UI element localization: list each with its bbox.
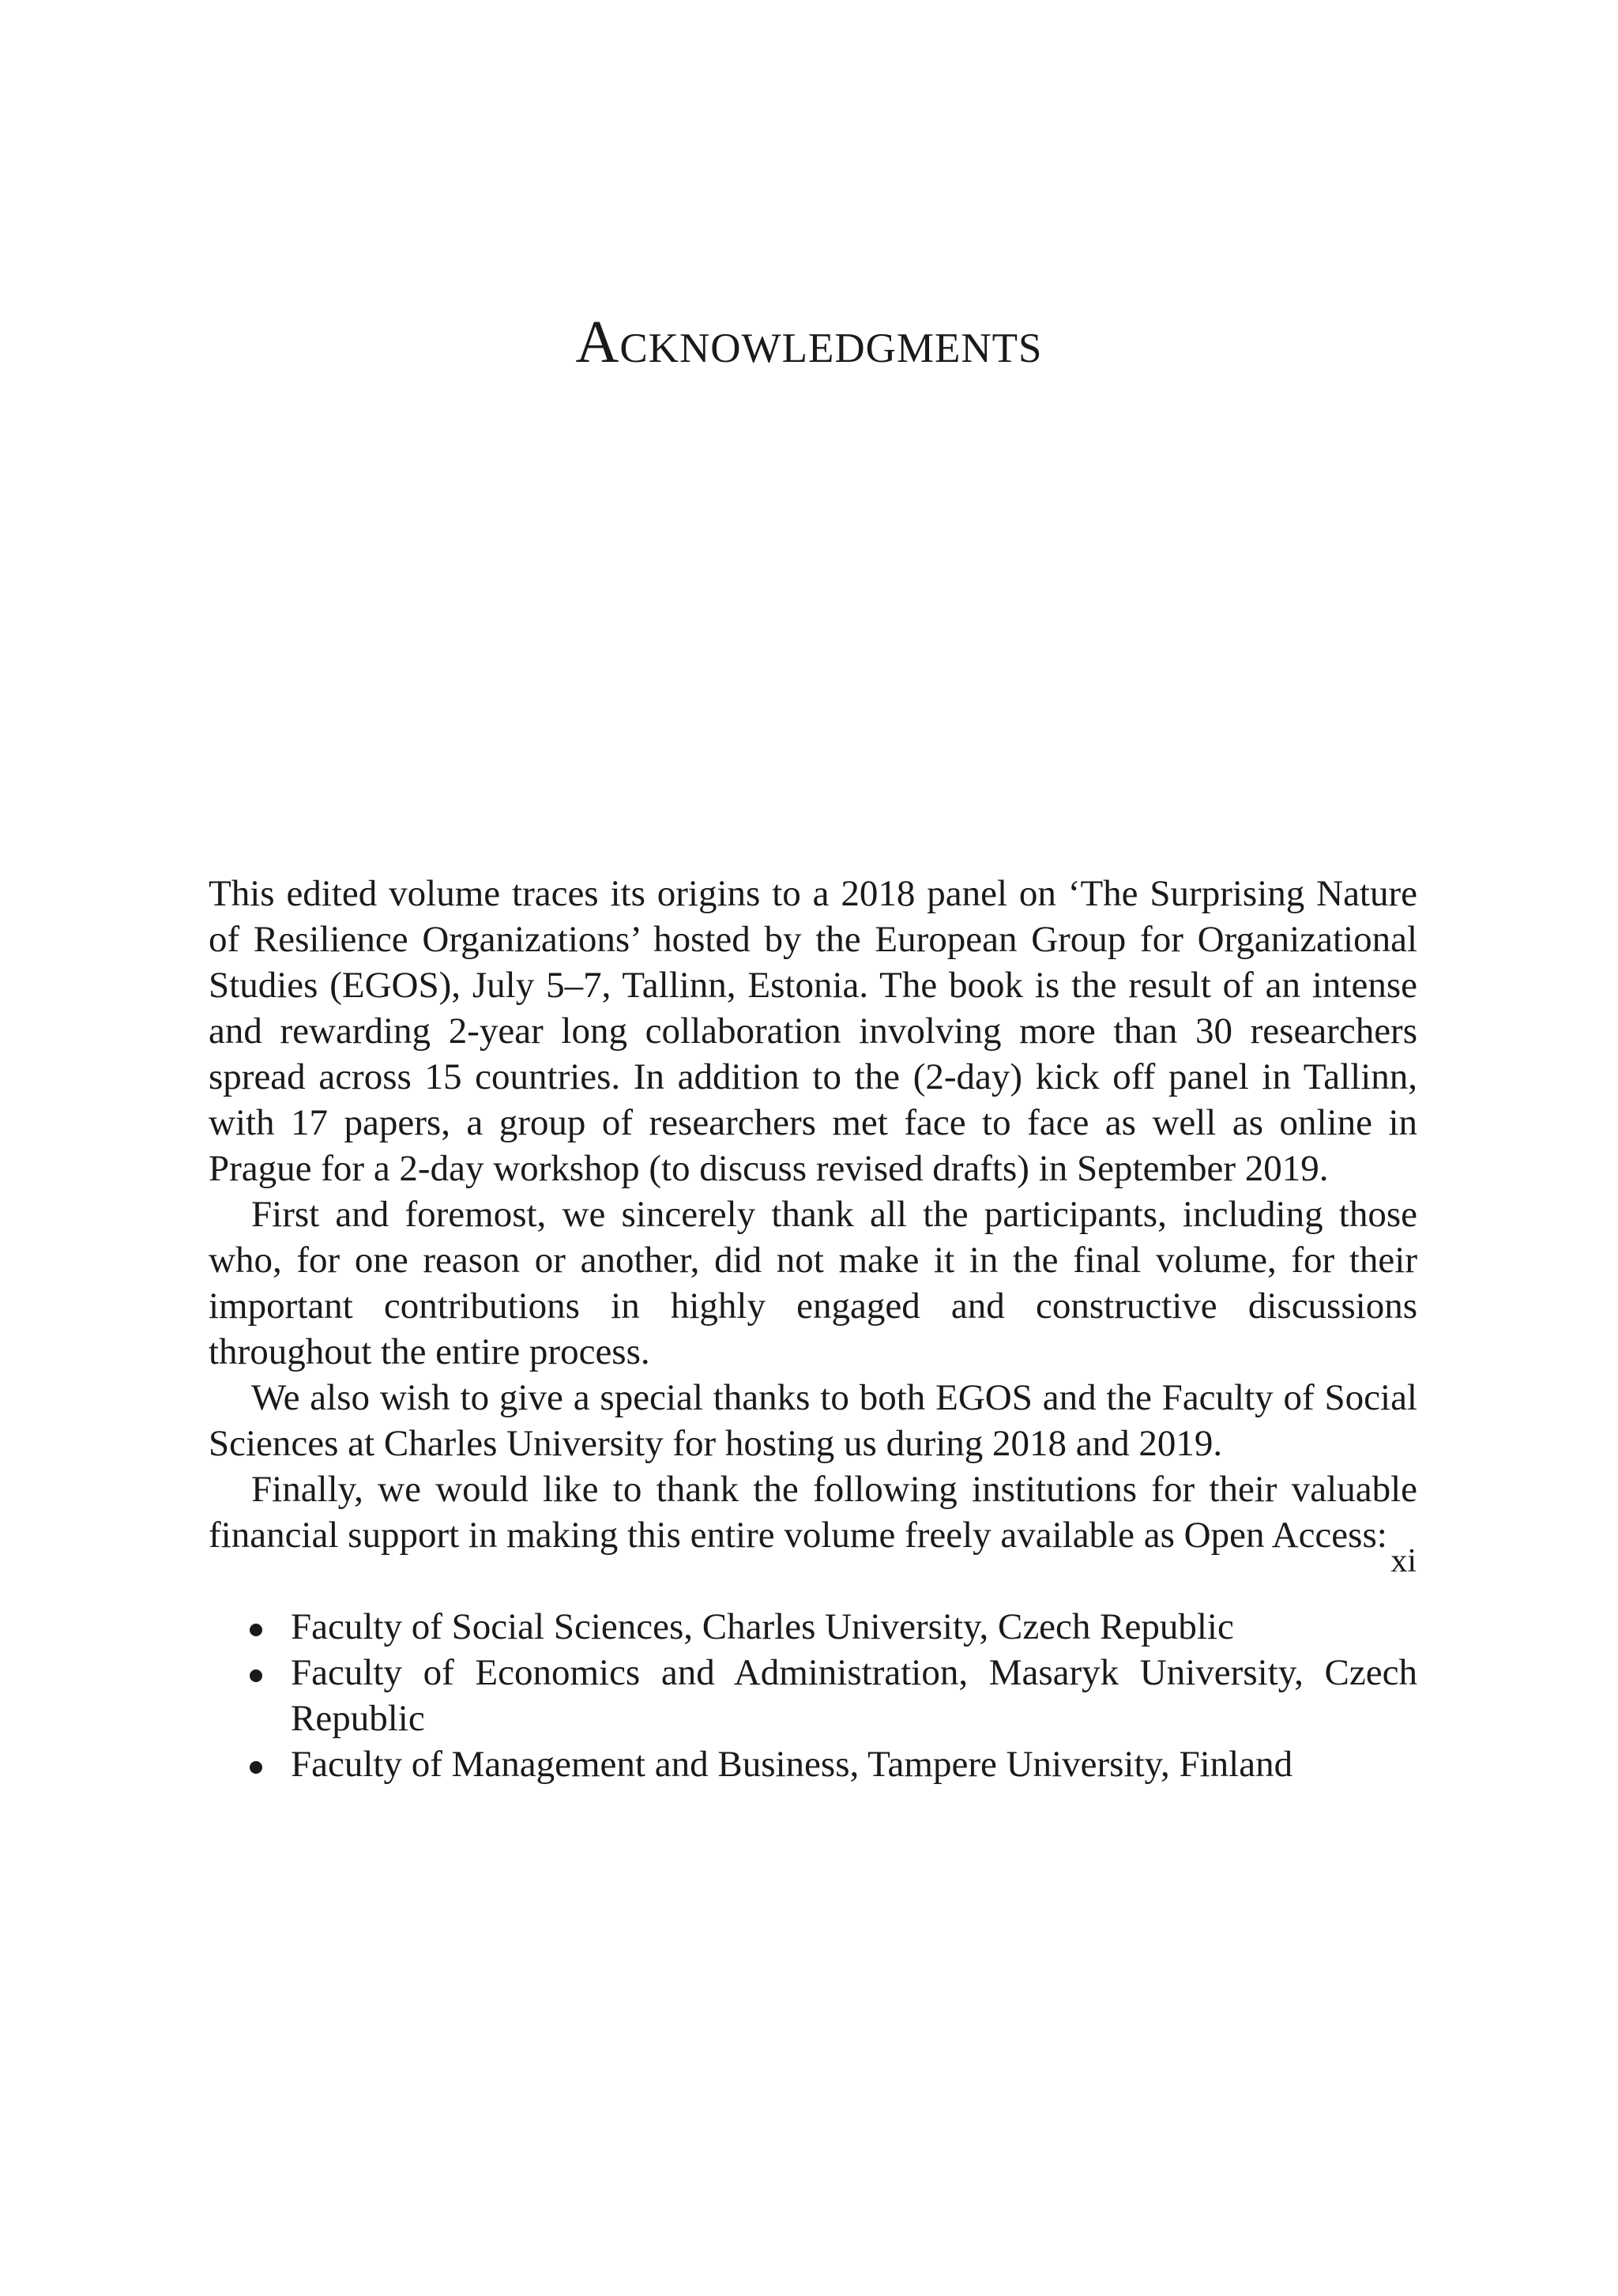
paragraph-hosts: We also wish to give a special thanks to both EGOS and the Faculty of Social Sciences at Charles University for hosting us during 2018 and 2019.: [209, 1377, 1417, 1464]
institution-name: Faculty of Social Sciences, Charles University, Czech Republic: [291, 1606, 1234, 1647]
paragraph-participants: First and foremost, we sincerely thank all the participants, including those who, for one reason or another, did not make it in the final volume, for their important contributions in highly engaged and constructive discussions throughout the entire process.: [209, 1194, 1417, 1372]
bullet-icon: [250, 1669, 262, 1682]
list-item: [291, 1604, 1417, 1650]
bullet-icon: [250, 1624, 262, 1636]
list-item: [291, 1650, 1417, 1741]
institution-name: Faculty of Economics and Administration, Masaryk University, Czech Republic: [291, 1652, 1417, 1739]
paragraph-origins: This edited volume traces its origins to a 2018 panel on ‘The Surprising Nature of Resilience Organizations’ hosted by the European Group for Organizational Studies (EGOS), July 5–7, Tallinn, Estonia. The book is the result of an intense and rewarding 2-year long collaboration involving more than 30 researchers spread across 15 countries. In addition to the (2-day) kick off panel in Tallinn, with 17 papers, a group of researchers met face to face as well as online in Prague for a 2-day workshop (to discuss revised drafts) in September 2019.: [209, 873, 1417, 1189]
institution-name: Faculty of Management and Business, Tampere University, Finland: [291, 1744, 1293, 1785]
page-title: Acknowledgments: [575, 309, 1043, 375]
list-item: [291, 1741, 1417, 1787]
institution-list: [209, 1604, 1417, 1787]
bullet-icon: [250, 1761, 262, 1774]
page-number: xi: [1390, 1543, 1417, 1579]
paragraph-funding: Finally, we would like to thank the following institutions for their valuable financial support in making this entire volume freely available as Open Access:: [209, 1469, 1417, 1556]
acknowledgments-body: [209, 871, 1417, 1787]
